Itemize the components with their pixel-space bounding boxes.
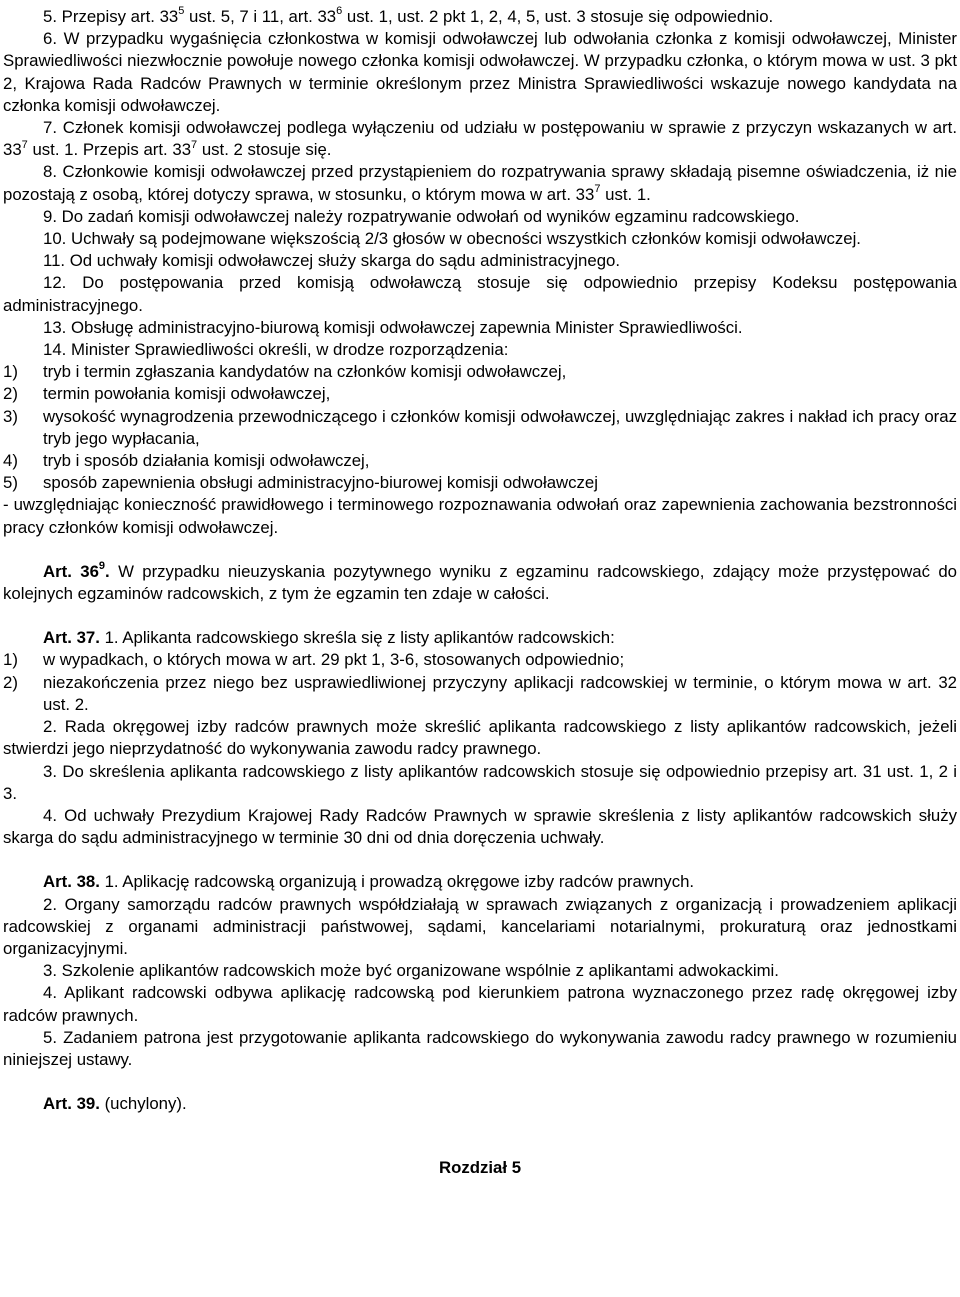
superscript: 7 xyxy=(191,138,198,151)
list-number: 2) xyxy=(3,672,18,692)
spacer xyxy=(3,849,957,871)
spacer xyxy=(3,1115,957,1137)
superscript: 5 xyxy=(178,5,185,18)
text: W przypadku nieuzyskania pozytywnego wyniku z egzaminu radcowskiego, zdający może przystępować do kolejnych egzaminów radcowskich, z tym że egzamin ten zdaje w całości. xyxy=(3,561,958,604)
superscript: 7 xyxy=(21,138,28,151)
spacer xyxy=(3,605,957,627)
list-item xyxy=(3,672,957,716)
text: ust. 1, ust. 2 pkt 1, 2, 4, 5, ust. 3 stosuje się odpowiednio. xyxy=(342,7,774,26)
list-item xyxy=(3,361,957,383)
list-number: 1) xyxy=(3,362,18,382)
superscript: 9 xyxy=(98,560,106,573)
superscript: 7 xyxy=(594,183,601,196)
text: 1. Aplikanta radcowskiego skreśla się z listy aplikantów radcowskich: xyxy=(99,628,615,648)
list-item xyxy=(3,472,957,494)
article-37-paragraph-2: 2. Rada okręgowej izby radców prawnych może skreślić aplikanta radcowskiego z listy aplikantów radcowskich, jeżeli stwierdzi jego nieprzydatność do wykonywania zawodu radcy prawnego. xyxy=(3,717,957,759)
article-39 xyxy=(3,1093,957,1115)
article-38-paragraph-2: 2. Organy samorządu radców prawnych współdziałają w sprawach związanych z organizacją i prowadzeniem aplikacji radcowskiej z organami administracji państwowej, sądami, kancelariami notarialnymi, prokuraturą oraz jednostkami organizacyjnymi. xyxy=(3,894,957,958)
list-text: wysokość wynagrodzenia przewodniczącego i członków komisji odwoławczej, uwzględniając zakres i nakład ich pracy oraz tryb jego wypłacania, xyxy=(43,406,957,448)
paragraph-5 xyxy=(3,6,957,28)
text: (uchylony). xyxy=(99,1094,187,1114)
paragraph-11: 11. Od uchwały komisji odwoławczej służy skarga do sądu administracyjnego. xyxy=(43,251,621,271)
chapter-heading: Rozdział 5 xyxy=(438,1158,522,1178)
text: 8. Członkowie komisji odwoławczej przed przystąpieniem do rozpatrywania sprawy składają pisemne oświadczenia, iż nie pozostają z osobą, której dotyczy sprawa, w stosunku, o którym mowa w art. 33 xyxy=(3,162,957,204)
paragraph-10: 10. Uchwały są podejmowane większością 2/3 głosów w obecności wszystkich członków komisji odwoławczej. xyxy=(43,229,861,249)
text: 1. Aplikację radcowską organizują i prowadzą okręgowe izby radców prawnych. xyxy=(99,872,695,892)
article-37 xyxy=(3,627,957,649)
paragraph-14-tail: - uwzględniając konieczność prawidłowego i terminowego rozpoznawania odwołań oraz zapewnienia zachowania bezstronności pracy członków komisji odwoławczej. xyxy=(3,495,957,537)
article-label: Art. 38. xyxy=(43,872,100,892)
article-36 xyxy=(3,561,957,605)
article-38-paragraph-5: 5. Zadaniem patrona jest przygotowanie aplikanta radcowskiego do wykonywania zawodu radcy prawnego w rozumieniu niniejszej ustawy. xyxy=(3,1027,957,1069)
article-38-paragraph-4: 4. Aplikant radcowski odbywa aplikację radcowską pod kierunkiem patrona wyznaczonego przez radę okręgowej izby radców prawnych. xyxy=(3,983,957,1025)
article-label: Art. 37. xyxy=(43,628,100,648)
text: 7. Członek komisji odwoławczej podlega wyłączeniu od udziału w postępowaniu w sprawie z przyczyn wskazanych w art. 33 xyxy=(3,118,957,160)
list-number: 5) xyxy=(3,473,18,493)
paragraph-6: 6. W przypadku wygaśnięcia członkostwa w komisji odwoławczej lub odwołania członka z komisji odwoławczej, Minister Sprawiedliwości niezwłocznie powołuje nowego członka komisji odwoławczej. W przypadku członka, o którym mowa w ust. 3 pkt 2, Krajowa Rada Radców Prawnych w terminie określonym przez Ministra Sprawiedliwości wskazuje nowego kandydata na członka komisji odwoławczej. xyxy=(3,29,957,115)
list-number: 2) xyxy=(3,384,18,404)
list-text: sposób zapewnienia obsługi administracyjno-biurowej komisji odwoławczej xyxy=(43,473,598,493)
paragraph-13: 13. Obsługę administracyjno-biurową komisji odwoławczej zapewnia Minister Sprawiedliwości. xyxy=(43,317,743,337)
list-number: 1) xyxy=(3,650,18,670)
text: 5. Przepisy art. 33 xyxy=(43,7,179,26)
list-item xyxy=(3,450,957,472)
list-item xyxy=(3,383,957,405)
article-38 xyxy=(3,871,957,893)
paragraph-12: 12. Do postępowania przed komisją odwoławczą stosuje się odpowiednio przepisy Kodeksu postępowania administracyjnego. xyxy=(3,273,957,315)
article-37-paragraph-3: 3. Do skreślenia aplikanta radcowskiego z listy aplikantów radcowskich stosuje się odpowiednio przepisy art. 31 ust. 1, 2 i 3. xyxy=(3,761,957,803)
list-text: w wypadkach, o których mowa w art. 29 pkt 1, 3-6, stosowanych odpowiednio; xyxy=(43,650,625,670)
spacer xyxy=(3,1071,957,1093)
article-label: Art. 39. xyxy=(43,1094,100,1114)
paragraph-7 xyxy=(3,117,957,161)
spacer xyxy=(3,539,957,561)
list-number: 4) xyxy=(3,451,18,471)
article-37-paragraph-4: 4. Od uchwały Prezydium Krajowej Rady Radców Prawnych w sprawie skreślenia z listy aplikantów radcowskich służy skarga do sądu administracyjnego w terminie 30 dni od dnia doręczenia uchwały. xyxy=(3,805,957,848)
article-38-paragraph-3: 3. Szkolenie aplikantów radcowskich może być organizowane wspólnie z aplikantami adwokackimi. xyxy=(43,961,779,981)
text: ust. 2 stosuje się. xyxy=(197,140,332,160)
text: ust. 5, 7 i 11, art. 33 xyxy=(184,7,337,26)
text: ust. 1. xyxy=(600,184,651,204)
spacer xyxy=(3,1137,957,1157)
text: ust. 1. Przepis art. 33 xyxy=(27,140,192,160)
list-text: termin powołania komisji odwoławczej, xyxy=(43,384,331,404)
paragraph-9: 9. Do zadań komisji odwoławczej należy rozpatrywanie odwołań od wyników egzaminu radcowskiego. xyxy=(43,206,800,226)
article-label: Art. 36 xyxy=(43,561,99,581)
list-text: tryb i termin zgłaszania kandydatów na członków komisji odwoławczej, xyxy=(43,362,567,382)
list-number: 3) xyxy=(3,406,18,426)
article-label-dot: . xyxy=(105,561,110,581)
superscript: 6 xyxy=(336,5,343,18)
paragraph-14: 14. Minister Sprawiedliwości określi, w drodze rozporządzenia: xyxy=(43,340,509,360)
paragraph-8 xyxy=(3,161,957,205)
list-text: niezakończenia przez niego bez usprawiedliwionej przyczyny aplikacji radcowskiej w terminie, o którym mowa w art. 32 ust. 2. xyxy=(43,672,957,714)
list-item xyxy=(3,649,957,671)
list-item xyxy=(3,406,957,450)
list-text: tryb i sposób działania komisji odwoławczej, xyxy=(43,451,370,471)
